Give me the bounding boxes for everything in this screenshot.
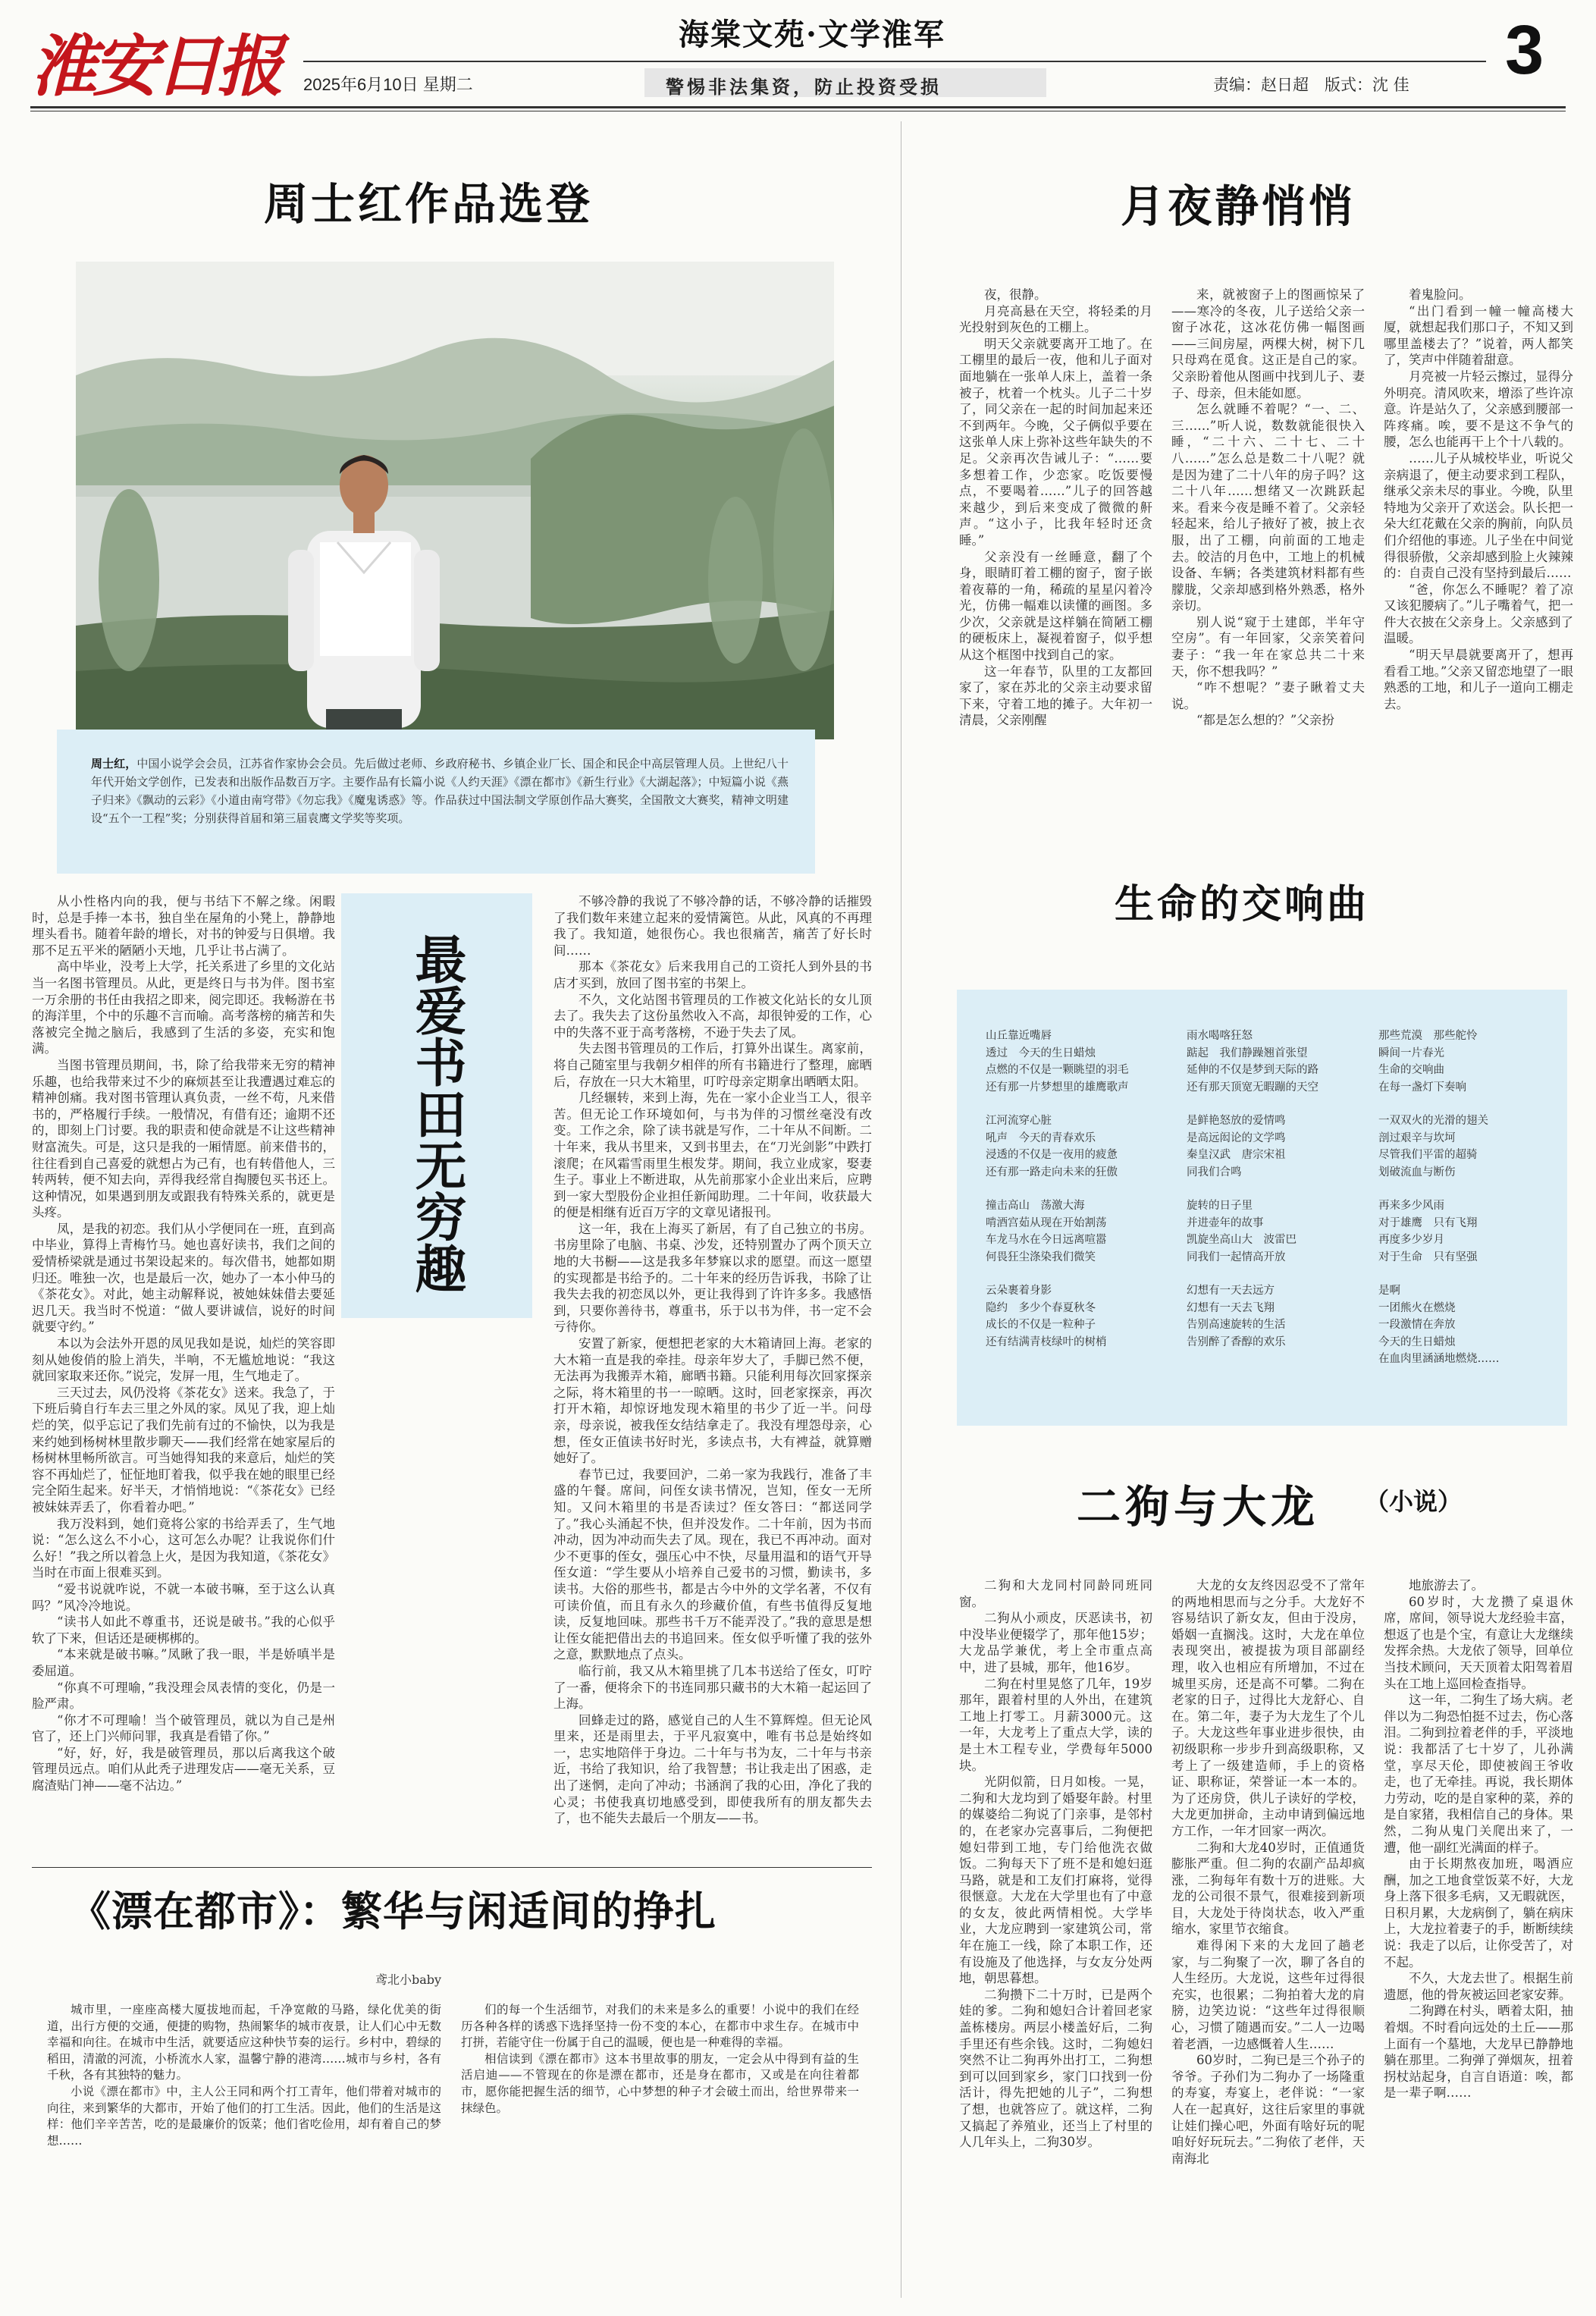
paragraph: “爸，你怎么不睡呢？着了凉又该犯腰病了。”儿子嘴着气，把一件大衣披在父亲身上。父亲感到了温暖。: [1384, 582, 1573, 646]
poem-line: 是高远闳论的文学鸣: [1187, 1131, 1286, 1144]
paragraph: 不久，大龙去世了。根据生前遗愿，他的骨灰被运回老家安葬。: [1384, 1971, 1573, 2002]
newspaper-logo: 淮安日报: [30, 27, 280, 105]
poem-line: 还有那一片梦想里的雄鹰歌声: [986, 1081, 1129, 1094]
poem-line: 一团熊火在燃烧: [1378, 1301, 1456, 1314]
article-review-title: 《漂在都市》：繁华与闲适间的挣扎: [70, 1887, 716, 1935]
poem-line: 山丘靠近嘴唇: [986, 1030, 1052, 1042]
feature-title: 周士红作品选登: [264, 178, 594, 230]
article-ergou-dalong-genre: （小说）: [1365, 1487, 1463, 1516]
page-number: 3: [1505, 11, 1544, 89]
slogan-text: 警惕非法集资，防止投资受损: [666, 76, 942, 98]
paragraph: 着鬼脸问。: [1409, 287, 1472, 302]
poem-line: 雨水喝喀狂怒: [1187, 1030, 1253, 1042]
poem-line: 成长的不仅是一粒种子: [986, 1319, 1096, 1331]
article-moonlit-night-col3: [1384, 287, 1573, 818]
paragraph: 大龙的女友终因忍受不了常年的两地相思而与之分手。大龙好不容易结识了新女友，但由于没房，婚姻一直搁浅。这时，大龙在单位表现突出，被提拔为项目部副经理，收入也相应有所增加，不过在城里买房，还是高不可攀。二狗在老家的日子，过得比大龙舒心、自在。第二年，妻子为大龙生了个儿子。大龙这些年事业进步很快，由初级职称一步步升到高级职称，又考上了一级建造师，手上的资格证、职称证，荣誉证一本一本的。为了还房贷，供儿子读好的学校，大龙更加拼命，主动申请到偏远地方工作，一年才回家一两次。: [1171, 1578, 1365, 1838]
poem-line: 告别高速旋转的生活: [1187, 1319, 1286, 1331]
paragraph: 光阴似箭，日月如梭。一晃，二狗和大龙均到了婚娶年龄。村里的媒婆给二狗说了门亲事，是邻村的，在老家办完喜事后，二狗便把媳妇带到工地，专门给他洗衣做饭。二狗每天下了班不是和媳妇逛马路，就是和工友们打麻将，觉得很惬意。大龙在大学里也有了中意的女友，彼此两情相悦。大学毕业，大龙应聘到一家建筑公司，常年在施工一线，除了本职工作，还有设施及了他选择，与女友分处两地，朝思暮想。: [959, 1775, 1152, 1986]
poem-line: 旋转的日子里: [1187, 1200, 1253, 1212]
paragraph: 明天父亲就要离开工地了。在工棚里的最后一夜，他和儿子面对面地躺在一张单人床上，盖着一条被子，枕着一个枕头。儿子二十岁了，同父亲在一起的时间加起来还不到两年。今晚，父子俩似乎要在这张单人床上弥补这些年缺失的不足。父亲再次告诫儿子：“……要多想着工作，少恋家。吃饭要慢点，不要喝着……”儿子的回答越来越少，到后来变成了微微的鼾声。“这小子，比我年轻时还贪睡。”: [959, 336, 1152, 548]
article-best-loved-books-title: 最爱书田无穷趣: [406, 933, 467, 1294]
poem-line: 何畏狂尘涤染我们微笑: [986, 1251, 1096, 1263]
poem-line: 透过 今天的生日蜡烛: [986, 1047, 1096, 1059]
paragraph: 们的每一个生活细节，对我们的未来是多么的重要！小说中的我们在经历各种各样的诱惑下选择坚持一份不变的本心，在都市中求生存。在城市中打拼，若能守住一份属于自己的温暖，便也是一种难得的幸福。: [461, 2003, 859, 2050]
article-moonlit-night-title: 月夜静悄悄: [1121, 180, 1356, 232]
article-review-rule: [32, 1867, 872, 1868]
paragraph: “读书人如此不尊重书，还说是破书。”我的心似乎软了下来，但话还是硬梆梆的。: [32, 1615, 335, 1646]
article-review-byline: 鸢北小baby: [375, 1972, 442, 1987]
paragraph: “出门看到一幢一幢高楼大厦，就想起我们那口子，不知又到哪里盖楼去了？”说着，两人都笑了，笑声中伴随着甜意。: [1384, 303, 1573, 368]
author-photo-art: [76, 262, 834, 739]
paragraph: “都是怎么想的？”父亲扮: [1196, 713, 1334, 728]
article-ergou-dalong-title: 二狗与大龙: [1077, 1481, 1320, 1533]
paragraph: 二狗攒下二十万时，已是两个娃的爹。二狗和媳妇合计着回老家盖栋楼房。两层小楼盖好后，二狗手里还有些余钱。这时，二狗媳妇突然不让二狗再外出打工，二狗想到可以回到家乡，家门口找到一份活计，得先把她的儿子”，二狗想了想，也就答应了。就这样，二狗又搞起了养殖业，还当上了村里的人几年头上，二狗30岁。: [959, 1987, 1152, 2150]
paragraph: 城市里，一座座高楼大厦拔地而起，千净宽敞的马路，绿化优美的街道，出行方便的交通，便捷的购物，热闹繁华的城市夜景，让人们心中无数幸福和向往。在城市中生活，就要适应这种快节奏的运行。乡村中，碧绿的稻田，清澈的河流，小桥流水人家，温馨宁静的港湾……城市与乡村，各有千秋，各有其独特的魅力。: [47, 2003, 441, 2082]
poem-line: 并进壶年的故事: [1187, 1216, 1264, 1229]
paragraph: 月亮被一片轻云擦过，显得分外明亮。清风吹来，增添了些许凉意。许是站久了，父亲感到腰部一阵疼痛。唉，要不是这不争气的腰，怎么也能再干上个十八载的。: [1384, 369, 1573, 450]
paragraph: 失去图书管理员的工作后，打算外出谋生。离家前，将自己随室里与我朝夕相伴的所有书籍进行了整理，廊晒后，存放在一只大木箱里，叮咛母亲定期拿出晒晒太阳。: [553, 1041, 872, 1089]
poem-line: 延伸的不仅是梦到天际的路: [1187, 1064, 1319, 1076]
paragraph: 二狗从小顽皮，厌恶读书，初中没毕业便辍学了，那年他15岁；大龙品学兼优，考上全市重点高中，进了县城，那年，他16岁。: [959, 1611, 1152, 1674]
article-best-loved-books-col2: [553, 893, 872, 1856]
paragraph: 回蜂走过的路，感觉自己的人生不算辉煌。但无论风里来，还是雨里去，于平凡寂寞中，唯有书总是始终如一，忠实地陪伴于身边。二十年与书为友，二十年与书亲近，书给了我知识，给了我智慧；书让我走出了困惑，走出了迷惘，走向了冲动；书涵润了我的心田，净化了我的心灵；书使我真切地感受到，即使我所有的朋友都失去了，也不能失去最后一个朋友——书。: [553, 1712, 872, 1826]
paragraph: “咋不想呢？”妻子瞅着丈夫说。: [1171, 680, 1365, 711]
poem-line: 凯旋坐高山大 波雷巴: [1187, 1234, 1297, 1246]
paragraph: 我万没料到，她们竟将公家的书给弄丢了，生气地说：“怎么这么不小心，这可怎么办呢？让我说你们什么好！”我之所以着急上火，是因为我知道，《茶花女》当时在市面上很难买到。: [32, 1516, 335, 1580]
poem-line: 一段激情在奔放: [1378, 1319, 1456, 1331]
paragraph: “本来就是破书嘛。”凤瞅了我一眼，半是娇嗔半是委屈道。: [32, 1647, 335, 1678]
article-best-loved-books-col1: [32, 893, 335, 1856]
poem-line: 点燃的不仅是一颗眺望的羽毛: [986, 1064, 1129, 1076]
poem-line: 车龙马水在今日远离喧嚣: [986, 1234, 1107, 1246]
paragraph: 地旅游去了。: [1409, 1578, 1484, 1593]
poem-line: 同我们一起情高开放: [1187, 1251, 1286, 1263]
paragraph: ……儿子从城校毕业，听说父亲病退了，便主动要求到工程队，继承父亲未尽的事业。今晚，队里特地为父亲开了欢送会。队长把一朵大红花戴在父亲的胸前，向队员们介绍他的事迹。儿子坐在中间觉得很骄傲，父亲却感到脸上火辣辣的：自责自己没有坚持到最后……: [1384, 450, 1573, 581]
poem-line: 是啊: [1378, 1285, 1400, 1297]
poem-line: 踮起 我们静躁翘首张望: [1187, 1047, 1308, 1059]
paragraph: 难得闲下来的大龙回了趟老家，与二狗聚了一次，聊了各自的人生经历。大龙说，这些年过得很充实，也很累；二狗拍着大龙的肩膀，边笑边说：“这些年过得很顺心，习惯了随遇而安。”二人一边喝着老酒，一边感慨着人生……: [1171, 1938, 1365, 2051]
paragraph: “好，好，好，我是破管理员，那以后离我这个破管理员远点。咱们从此秃子进理发店——毫无关系，豆腐渣贴门神——毫不沾边。”: [32, 1745, 335, 1793]
paragraph: 临行前，我又从木箱里挑了几本书送给了侄女，叮咛了一番，便将余下的书连同那只藏书的大木箱一起运回了上海。: [553, 1663, 872, 1712]
paragraph: 几经辗转，来到上海，先在一家小企业当工人，很辛苦。但无论工作环境如何，与书为伴的习惯丝毫没有改变。工作之余，除了读书就是写作，二十年从不间断。二十年来，我从书里来，又到书里去，在“刀光剑影”中跌打滚爬；在风霜雪雨里生根发芽。期间，我立业成家，娶妻生子。事业上不断进取，从先前那家小企业出来后，应聘到一家大型股份企业担任新闻助理。二十年间，收获最大的便是相继有近百万字的文章见诸报刊。: [553, 1091, 872, 1220]
paragraph: 月亮高悬在天空，将轻柔的月光投射到灰色的工棚上。: [959, 303, 1152, 335]
paragraph: 60岁时，大龙攒了桌退休席，席间，领导说大龙经验丰富，想返了也是个宝，有意让大龙继续发挥余热。大龙依了领导，回单位当技术顾问，天天顶着太阳驾着眉头在工地上巡回检查指导。: [1384, 1594, 1573, 1691]
author-bio-name: 周士红，: [91, 757, 137, 770]
author-photo: [76, 262, 834, 739]
poem-line: 划破流血与断伤: [1378, 1166, 1456, 1178]
poem-line: 在每一盏灯下奏响: [1378, 1081, 1466, 1094]
editor-credits: 责编：赵日超 版式：沈 佳: [1213, 76, 1409, 94]
paragraph: 小说《漂在都市》中，主人公王同和两个打工青年，他们带着对城市的向往，来到繁华的大都市，开始了他们的打工生活。因此，他们的生活是这样：他们辛辛苦苦，吃的是最廉价的饭菜；他们省吃俭用，却有着自己的梦想……: [47, 2084, 441, 2148]
paragraph: 三天过去，风仍没将《茶花女》送来。我急了，于下班后骑自行车去三里之外凤的家。凤见了我，迎上灿烂的笑，似乎忘记了我们先前有过的不愉快，以为我是来约她到杨树林里散步聊天——我们经常在她家屋后的杨树林里畅所欲言。可当她得知我的来意后，灿烂的笑容不再灿烂了，怔怔地盯着我，似乎我在她的眼里已经完全陌生起来。好半天，才悄悄地说：“《茶花女》已经被妹妹弄丢了，你看着办吧。”: [32, 1385, 335, 1514]
section-title: 海棠文苑·文学淮军: [679, 17, 945, 52]
poem-line: 今天的生日蜡烛: [1378, 1335, 1456, 1348]
poem-line: 尽管我们平雷的超骑: [1378, 1149, 1478, 1161]
poem-line: 江河流穿心脏: [986, 1115, 1052, 1127]
poem-line: 一双双火的光滑的翅关: [1378, 1115, 1488, 1127]
poem-line: 幻想有一天去飞翔: [1187, 1301, 1275, 1314]
paragraph: 这一年，我在上海买了新居，有了自己独立的书房。书房里除了电脑、书桌、沙发，还特别置办了两个顶天立地的大书橱——这是我多年梦寐以求的愿望。而这一愿望的实现都是书给予的。二十年来的经历告诉我，书除了让我失去我的初恋凤以外，更让我得到了许许多多。我感悟到，只要你善待书，尊重书，乐于以书为伴，书一定不会亏待你。: [553, 1221, 872, 1335]
poem-line: 对于雄鹰 只有飞翔: [1378, 1216, 1478, 1229]
paragraph: “你真不可理喻，”我没理会凤表情的变化，仍是一脸严肃。: [32, 1680, 335, 1712]
paragraph: 相信读到《漂在都市》这本书里故事的朋友，一定会从中得到有益的生活启迪——不管现在的你是漂在都市，还是身在都市，又或是在向往着都市，愿你能把握生活的细节，心中梦想的种子才会破土而出，给世界带来一抹绿色。: [461, 2051, 859, 2115]
masthead-rule: [30, 106, 1566, 108]
paragraph: 那本《茶花女》后来我用自己的工资托人到外县的书店才买到，放回了图书室的书架上。: [553, 959, 872, 990]
poem-line: 吼声 今天的青春欢乐: [986, 1131, 1096, 1144]
masthead-divider: [303, 61, 1486, 62]
author-bio-text: 中国小说学会会员，江苏省作家协会会员。先后做过老师、乡政府秘书、乡镇企业厂长、国企和民企中高层管理人员。上世纪八十年代开始文学创作，已发表和出版作品数百万字。主要作品有长篇小说《人约天涯》《漂在都市》《新生行业》《大湖起落》；中短篇小说《燕子归来》《飘动的云彩》《小道由南穹带》《勿忘我》《魔鬼诱惑》等。作品获过中国法制文学原创作品大赛奖，全国散文大赛奖，精神文明建设“五个一工程”奖；分别获得首届和第三届袁鹰文学奖等奖项。: [91, 757, 789, 825]
poem-line: 剖过艰辛与坎坷: [1378, 1131, 1456, 1144]
author-bio: [91, 755, 789, 827]
poem-line: 浸透的不仅是一夜用的疲惫: [986, 1149, 1118, 1161]
issue-date: 2025年6月10日 星期二: [303, 75, 473, 94]
article-ergou-dalong-col3: [1384, 1577, 1573, 2298]
article-moonlit-night-col2: [1171, 287, 1365, 818]
poem-line: 在血肉里涵涵地燃烧……: [1378, 1353, 1500, 1365]
paragraph: 二狗蹲在村头，晒着太阳，抽着烟。不时看向远处的土丘——那上面有一个墓地，大龙早已静静地躺在那里。二狗弹了弹烟灰，扭着拐杖站起身，自言自语道：唉，都是一辈子啊……: [1384, 2004, 1573, 2101]
poem-line: 还有那天顶宽无暇蹦的天空: [1187, 1081, 1319, 1094]
paragraph: 不够冷静的我说了不够冷静的话，不够冷静的话摧毁了我们数年来建立起来的爱情篱笆。从此，风真的不再理我了。我知道，她很伤心。我也很痛苦，痛苦了好长时间……: [553, 894, 872, 958]
article-ergou-dalong-col2: [1171, 1577, 1365, 2298]
paragraph: 夜，很静。: [984, 287, 1047, 302]
paragraph: 二狗在村里晃悠了几年，19岁那年，跟着村里的人外出，在建筑工地上打零工。月薪3000元。这一年，大龙考上了重点大学，读的是土木工程专业，学费每年5000块。: [959, 1676, 1152, 1773]
paragraph: 这一年春节，队里的工友都回家了，家在苏北的父亲主动要求留下来，守着工地的摊子。大年初一清晨，父亲刚醒: [959, 664, 1152, 728]
paragraph: 二狗和大龙40岁时，正值通货膨胀严重。但二狗的农副产品却疯涨，二狗每年有数十万的进账。大龙的公司很不景气，很难接到新项目，大龙处于待岗状态，收入严重缩水，家里节衣缩食。: [1171, 1840, 1365, 1937]
article-review-col2: [461, 2002, 859, 2290]
poem-column-2: [1187, 1028, 1319, 1351]
poem-column-3: [1378, 1028, 1500, 1368]
poem-line: 幻想有一天去远方: [1187, 1285, 1275, 1297]
poem-line: 还有结满青枝绿叶的树梢: [986, 1335, 1107, 1348]
poem-column-1: [986, 1028, 1129, 1351]
paragraph: 别人说“窥于土建郎，半年守空房”。有一年回家，父亲笑着问妻子：“我一年在家总共二十来天，你不想我吗？”: [1171, 614, 1365, 679]
article-ergou-dalong-col1: [959, 1577, 1152, 2298]
poem-line: 再度多少岁月: [1378, 1234, 1444, 1246]
poem-line: 撞击高山 荡激大海: [986, 1200, 1085, 1212]
article-symphony-title: 生命的交响曲: [1115, 881, 1370, 927]
poem-line: 瞬间一片春光: [1378, 1047, 1444, 1059]
paragraph: 二狗和大龙同村同龄同班同窗。: [959, 1578, 1152, 1609]
paragraph: 当图书管理员期间，书，除了给我带来无穷的精神乐趣，也给我带来过不少的麻烦甚至让我遭遇过难忘的精神创痛。我对图书管理认真负责，一丝不苟，凡来借书的，严格履行手续。一般情况，有借有还；逾期不还的，即刻上门讨要。我的职责和使命就是不让这些精神财富流失。可是，这只是我的一厢情愿。前来借书的，往往看到自己喜爱的就想占为己有，也有转借他人，三转两转，便不知去向，弄得我经常自掏腰包买书还上。这种情况，如果遇到朋友或跟我有特殊关系的，就更是头疼。: [32, 1057, 335, 1220]
poem-line: 还有那一路走向未来的狂傲: [986, 1166, 1118, 1178]
poem-line: 那些荒漠 那些舵怜: [1378, 1030, 1478, 1042]
poem-line: 云朵裹着身影: [986, 1285, 1052, 1297]
poem-line: 生命的交响曲: [1378, 1064, 1444, 1076]
poem-line: 秦皇汉武 唐宗宋祖: [1187, 1149, 1286, 1161]
poem-line: 再来多少风雨: [1378, 1200, 1444, 1212]
paragraph: 春节已过，我要回沪，二弟一家为我践行，准备了丰盛的午餐。席间，问侄女读书情况，岂知，侄女一无所知。又问木箱里的书是否读过？侄女答曰：“都送同学了。”我心头涌起不快，但并没发作。二十年前，因为书而冲动，因为冲动而失去了凤。现在，我已不再冲动。面对少不更事的侄女，强压心中不快，尽量用温和的语气开导侄女道：“学生要从小培养自己爱书的习惯，勤读书，多读书。大俗的那些书，都是古今中外的文学名著，不仅有可读价值，而且有永久的珍藏价值，有些书值得反复地读，反复地回味。那些书千万不能弄没了。”我的意思是想让侄女能把借出去的书追回来。侄女似乎听懂了我的弦外之意，默默地点了点头。: [553, 1467, 872, 1662]
paragraph: 来，就被窗子上的图画惊呆了——寒冷的冬夜，儿子送给父亲一窗子冰花，这冰花仿佛一幅图画——三间房屋，两棵大树，树下几只母鸡在觅食。这正是自己的家。父亲盼着他从图画中找到儿子、妻子、母亲，但未能如愿。: [1171, 287, 1365, 400]
poem-line: 啃酒宫茹从现在开始割荡: [986, 1216, 1107, 1229]
poem-line: 隐约 多少个春夏秋冬: [986, 1301, 1096, 1314]
paragraph: 高中毕业，没考上大学，托关系进了乡里的文化站当一名图书管理员。从此，更是终日与书为伴。图书室一万余册的书任由我招之即来，阅完即还。我畅游在书的海洋里，个中的乐趣不言而喻。高考落榜的痛苦和失落被完全抛之脑后，我感到了生活的多姿，充实和饱满。: [32, 959, 335, 1056]
poem-line: 告别醉了香醇的欢乐: [1187, 1335, 1286, 1348]
paragraph: 这一年，二狗生了场大病。老伴以为二狗恐怕挺不过去，伤心落泪。二狗到拉着老伴的手，平淡地说：我都活了七十岁了，儿孙满堂，享尽天伦，即使被阎王爷收走，也了无牵挂。再说，我长期体力劳动，吃的是自家种的菜，养的是自家猪，我相信自己的身体。果然，二狗从鬼门关爬出来了，一遭，他一副红光满面的样子。: [1384, 1693, 1573, 1855]
paragraph: 从小性格内向的我，便与书结下不解之缘。闲暇时，总是手捧一本书，独自坐在屋角的小凳上，静静地埋头看书。随着年龄的增长，对书的钟爱与日俱增。我那不足五平米的陋陋小天地，几乎让书占满了。: [32, 894, 335, 958]
paragraph: 本以为会法外开恩的凤见我如是说，灿烂的笑容即刻从她俊俏的脸上消失，半响，不无尴尬地说：“我这就回家取来还你。”说完，发屏一甩，生气地走了。: [32, 1336, 335, 1384]
paragraph: 安置了新家，便想把老家的大木箱请回上海。老家的大木箱一直是我的牵挂。母亲年岁大了，手脚已然不便，无法再为我搬弄木箱，廊晒书籍。只能利用每次回家探亲之际，将木箱里的书一一晾晒。这时，回老家探亲，再次打开木箱，却惊讶地发现木箱里的书少了近一半。问母亲，母亲说，被我侄女结结拿走了。我没有埋怨母亲，心想，侄女正值读书好时光，多读点书，大有裨益，就算赠她好了。: [553, 1336, 872, 1466]
paragraph: “爱书说就咋说，不就一本破书嘛，至于这么认真吗？”风冷冷地说。: [32, 1581, 335, 1613]
paragraph: “明天早晨就要离开了，想再看看工地。”父亲又留恋地望了一眼熟悉的工地，和儿子一道向工棚走去。: [1384, 648, 1573, 711]
paragraph: 父亲没有一丝睡意，翻了个身，眼睛盯着工棚的窗子，窗子嵌着夜幕的一角，稀疏的星星闪着冷光，仿佛一幅难以读懂的画图。多少次，父亲就是这样躺在简陋工棚的硬板床上，凝视着窗子，似乎想从这个框图中找到自己的家。: [959, 549, 1152, 663]
article-moonlit-night-col1: [959, 287, 1152, 818]
paragraph: 怎么就睡不着呢？“一、二、三……”听人说，数数就能很快入睡，“二十六、二十七、二十八……”怎么总是数二十八呢？就是因为建了二十八年的房子吗？这二十八年……想绪又一次跳跃起来。看来今夜是睡不着了。父亲轻轻起来，给儿子掖好了被，披上衣服，出了工棚，向前面的工地走去。皎洁的月色中，工地上的机械设备、车辆；各类建筑材料都有些朦胧，父亲却感到格外熟悉，格外亲切。: [1171, 402, 1365, 614]
poem-line: 对于生命 只有坚强: [1378, 1251, 1478, 1263]
poem-line: 是鲜艳怒放的爱情鸣: [1187, 1115, 1286, 1127]
poem-line: 同我们合鸣: [1187, 1166, 1242, 1178]
paragraph: 由于长期熬夜加班，喝酒应酬，加之工地食堂饭菜不好，大龙身上落下很多毛病，又无暇就医，日积月累，大龙病倒了，躺在病床上，大龙拉着妻子的手，断断续续说：我走了以后，让你受苦了，对不起。: [1384, 1856, 1573, 1969]
article-review-col1: [47, 2002, 441, 2290]
paragraph: 凤，是我的初恋。我们从小学便同在一班，直到高中毕业，算得上青梅竹马。她也喜好读书，我们之间的爱情桥梁就是通过书架设起来的。每次借书，她都如期归还。唯独一次，也是最后一次，她办了一本小仲马的《茶花女》。对此，她主动解释说，被她妹妹借去要延迟几天。我当时不悦道：“做人要讲诚信，说好的时间就要守约。”: [32, 1221, 335, 1335]
paragraph: “你才不可理喻！当个破管理员，就以为自己是州官了，还上门兴师问罪，我真是看错了你。”: [32, 1712, 335, 1744]
paragraph: 不久，文化站图书管理员的工作被文化站长的女儿顶去了。我失去了这份虽然收入不高，却很钟爱的工作，心中的失落不亚于高考落榜，不逊于失去了凤。: [553, 992, 872, 1040]
paragraph: 60岁时，二狗已是三个孙子的爷爷。子孙们为二狗办了一场隆重的寿宴，寿宴上，老伴说：“一家人在一起真好，这往后家里的事就让娃们操心吧，外面有啥好玩的呢咱好好玩玩去。”二狗依了老伴，天南海北: [1171, 2053, 1365, 2166]
